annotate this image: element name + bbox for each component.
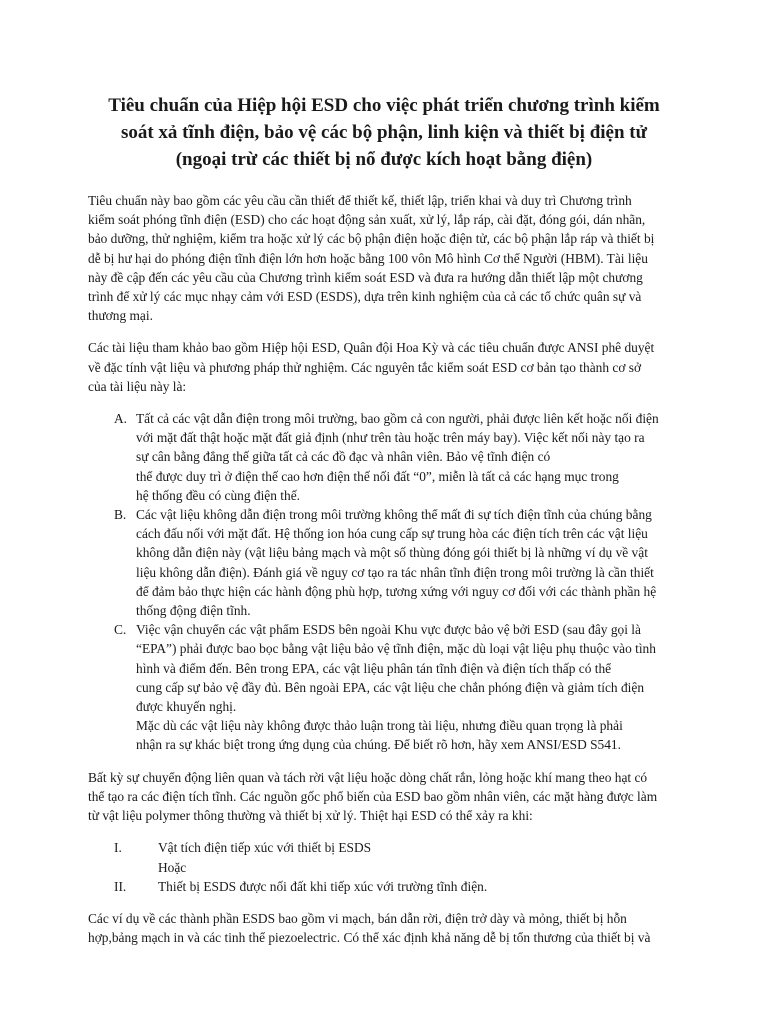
text-line: Các vật liệu không dẫn điện trong môi trường không thể mất đi sự tích điện tĩnh của chúng bằng: [136, 507, 652, 523]
text-line: Tất cả các vật dẫn điện trong môi trường, bao gồm cả con người, phải được liên kết hoặc nối điện: [136, 411, 659, 427]
text-line: Bất kỳ sự chuyển động liên quan và tách rời vật liệu hoặc dòng chất rắn, lỏng hoặc khí mang theo hạt có: [88, 769, 648, 785]
text-line: Việc vận chuyển các vật phẩm ESDS bên ngoài Khu vực được bảo vệ bởi ESD (sau đây gọi là: [136, 622, 641, 638]
text-line: sự cân bằng đẳng thế giữa tất cả các đồ đạc và nhân viên. Bảo vệ tĩnh điện có: [136, 449, 551, 465]
text-line: thể được duy trì ở điện thế cao hơn điện thế nối đất “0”, miễn là tất cả các hạng mục trong: [136, 468, 619, 484]
text-line: từ vật liệu polymer thông thường và thiết bị xử lý. Thiệt hại ESD có thể xảy ra khi:: [88, 808, 533, 824]
title-line: soát xả tĩnh điện, bảo vệ các bộ phận, linh kiện và thiết bị điện tử: [120, 122, 648, 143]
text-line: không dẫn điện này (vật liệu bảng mạch và một số thùng đóng gói thiết bị là những ví dụ về vật: [136, 545, 648, 561]
list-item: [88, 877, 680, 896]
text-line: trình để xử lý các mục nhạy cảm với ESD (ESDS), dựa trên kinh nghiệm của cả các tổ chức quân sự và: [88, 289, 642, 305]
principles-list: [88, 409, 680, 755]
text-line: nhận ra sự khác biệt trong ứng dụng của chúng. Để biết rõ hơn, hãy xem ANSI/ESD S541.: [136, 737, 621, 753]
title-line: (ngoại trừ các thiết bị nổ được kích hoạt bằng điện): [175, 149, 593, 170]
text-line: hình và điểm đến. Bên trong EPA, các vật liệu phân tán tĩnh điện và điện tích thấp có thể: [136, 660, 612, 676]
title-line: Tiêu chuẩn của Hiệp hội ESD cho việc phát triển chương trình kiểm: [108, 95, 660, 116]
text-line: được khuyến nghị.: [136, 699, 237, 715]
motion-paragraph: [88, 768, 680, 826]
text-line: hợp,bảng mạch in và các tinh thể piezoelectric. Có thể xác định khả năng dễ bị tổn thương của thiết bị và: [88, 930, 651, 946]
text-line: Các ví dụ về các thành phần ESDS bao gồm vi mạch, bán dẫn rời, điện trở dày và mỏng, thiết bị hỗn: [88, 910, 627, 926]
text-line: thống động điện tĩnh.: [136, 603, 251, 619]
list-marker: A.: [114, 411, 128, 427]
text-line: Tiêu chuẩn này bao gồm các yêu cầu cần thiết để thiết kế, thiết lập, triển khai và duy trì Chương trình: [88, 193, 632, 208]
text-line: Thiết bị ESDS được nối đất khi tiếp xúc với trường tĩnh điện.: [158, 878, 488, 894]
text-line: Vật tích điện tiếp xúc với thiết bị ESDS: [158, 840, 372, 856]
text-line: Các tài liệu tham khảo bao gồm Hiệp hội ESD, Quân đội Hoa Kỳ và các tiêu chuẩn được ANSI phê duyệt: [88, 340, 655, 356]
references-paragraph: [88, 338, 680, 396]
text-line: liệu không dẫn điện). Đánh giá về nguy cơ tạo ra tác nhân tĩnh điện trong môi trường là cần thiết: [136, 564, 654, 580]
text-line: về đặc tính vật liệu và phương pháp thử nghiệm. Các nguyên tắc kiểm soát ESD cơ bản tạo thành cơ sở: [88, 359, 642, 375]
text-line: của tài liệu này là:: [88, 378, 187, 394]
list-marker: C.: [114, 622, 127, 638]
list-item: [88, 505, 680, 620]
text-line: này đề cập đến các yêu cầu của Chương trình kiểm soát ESD và đưa ra hướng dẫn thiết lập một chương: [88, 269, 643, 285]
text-line: bảo dưỡng, thử nghiệm, kiểm tra hoặc xử lý các bộ phận điện hoặc điện tử, các bộ phận lắp ráp và thiết bị: [88, 231, 655, 247]
list-item: [88, 409, 680, 505]
list-item: [88, 620, 680, 754]
list-marker: II.: [114, 878, 127, 894]
list-item: [88, 838, 680, 876]
text-line: cung cấp sự bảo vệ đầy đủ. Bên ngoài EPA, các vật liệu che chắn phóng điện và giảm tích điện: [136, 679, 645, 695]
text-line: với mặt đất thật hoặc mặt đất giả định (như trên tàu hoặc trên máy bay). Việc kết nối này tạo ra: [136, 430, 645, 446]
text-line: cách đấu nối với mặt đất. Hệ thống ion hóa cung cấp sự trung hòa các điện tích trên các vật liệu: [136, 526, 648, 542]
document-title: [88, 92, 680, 173]
list-marker: B.: [114, 507, 127, 523]
text-line: để đảm bảo thực hiện các hành động phù hợp, tương xứng với nguy cơ đối với các thành phần hệ: [136, 583, 657, 599]
text-line: Mặc dù các vật liệu này không được thảo luận trong tài liệu, nhưng điều quan trọng là phải: [136, 718, 623, 734]
text-line: kiểm soát phóng tĩnh điện (ESD) cho các hoạt động sản xuất, xử lý, lắp ráp, cài đặt, đóng gói, dán nhãn,: [88, 212, 646, 228]
text-line: dễ bị hư hại do phóng điện tĩnh điện lớn hơn hoặc bằng 100 vôn Mô hình Cơ thể Người (HBM). Tài liệu: [88, 250, 648, 266]
examples-paragraph: [88, 909, 680, 947]
text-line: “EPA”) phải được bao bọc bằng vật liệu bảo vệ tĩnh điện, mặc dù loại vật liệu phụ thuộc vào tình: [136, 641, 656, 657]
intro-paragraph: [88, 191, 680, 325]
text-line: thể tạo ra các điện tích tĩnh. Các nguồn gốc phổ biến của ESD bao gồm nhân viên, các mặt hàng được làm: [88, 788, 658, 804]
text-line: thương mại.: [88, 308, 153, 324]
text-line: Hoặc: [158, 859, 187, 875]
damage-cases-list: [88, 838, 680, 896]
text-line: hệ thống đều có cùng điện thế.: [136, 487, 300, 503]
list-marker: I.: [114, 840, 122, 856]
